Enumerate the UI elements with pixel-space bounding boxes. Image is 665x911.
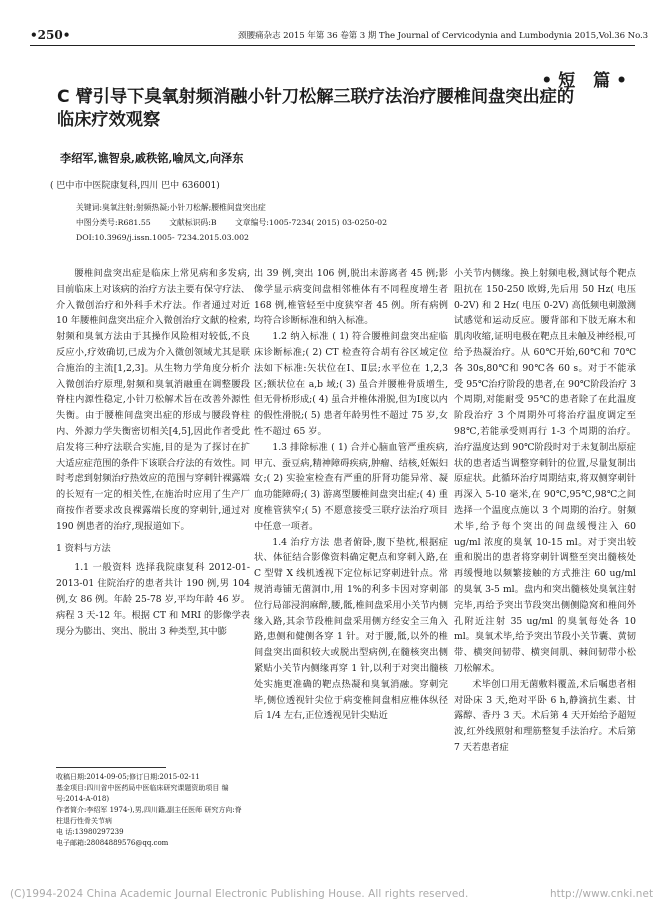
footer-url[interactable]: http://www.cnki.net <box>550 888 654 900</box>
footnote-email: 电子邮箱:28084889576@qq.com <box>56 839 169 847</box>
section-heading: 1 资料与方法 <box>56 542 111 554</box>
doi: DOI:10.3969/j.issn.1005- 7234.2015.03.002 <box>76 233 249 242</box>
article-affiliation: ( 巴中市中医院康复科,四川 巴中 636001) <box>50 181 220 191</box>
subsection-1-4: 1.4 治疗方法 患者俯卧,腹下垫枕,根据症状、体征结合影像资料确定靶点和穿刺入路,在 C 型臂 X 线机透视下定位标记穿刺进针点。常规消毒铺无菌洞巾,用 1%的利多卡因对穿刺部位行局部浸润麻醉,腰,骶,椎间盘采用小关节内侧缘入路,其余节段椎间盘采用侧方经安全三角入路,患侧和健侧各穿 1 针。对于腰,骶,以外的椎间盘突出面积较大或脱出型病例,在髓核突出侧紧贴小关节内侧缘再穿 1 针,以利于对突出髓核处实施更准确的靶点热凝和臭氧消融。穿刺完毕,侧位透视针尖位于病变椎间盘相应椎体纵径后 1/4 左右,正位透视见针尖贴近 <box>254 536 448 722</box>
footnotes <box>56 772 246 849</box>
header-rule <box>30 45 635 46</box>
document-code: 文献标识码:B <box>169 218 217 227</box>
body-column-3 <box>454 266 636 756</box>
copyright-footer <box>10 888 654 900</box>
body-column-1 <box>56 266 250 639</box>
footnote-rule <box>56 767 166 768</box>
subsection-1-2: 1.2 纳入标准 ( 1) 符合腰椎间盘突出症临床诊断标准;( 2) CT 检查符合胡有谷区域定位法如下标准:矢状位在Ⅰ、Ⅱ层;水平位在 1,2,3 区;额状位在 a,b 域;( 3) 虽合并腰椎骨质增生,但无骨桥形成;( 4) 虽合并椎体滑脱,但为Ⅰ度以内的假性滑脱;( 5) 患者年龄男性不超过 75 岁,女性不超过 65 岁。 <box>254 331 448 437</box>
treatment-paragraph: 小关节内侧缘。换上射频电极,测试每个靶点阻抗在 150-250 欧姆,先后用 50 Hz( 电压 0-2V) 和 2 Hz( 电压 0-2V) 高低频电刺激测试感觉和运动反应。腰背部和下肢无麻木和肌肉收缩,证明电极在靶点且未触及神经根,可给予热凝治疗。从 60℃开始,60℃和 70℃各 30s,80℃和 90℃各 60 s。对于不能承受 95℃治疗阶段的患者,在 90℃阶段治疗 3 个周期,对能耐受 95℃的患者除了在此温度阶段治疗 3 个周期外可将治疗温度调定至 98℃,若能承受则再行 1-3 个周期的治疗。治疗温度达到 90℃阶段时对于未复制出原症状的患者适当调整穿刺针的位置,尽量复制出原症状。此循环治疗周期结束,将双侧穿刺针再深入 5-10 毫米,在 90℃,95℃,98℃之间选择一个温度点施以 3 个周期的治疗。射频术毕,给予每个突出的间盘缓慢注入 60 ug/ml 浓度的臭氧 10-15 ml。对于突出较重和脱出的患者将穿刺针调整至突出髓核处再缓慢地以频繁接触的方式推注 60 ug/ml 的臭氧 3-5 ml。盘内和突出髓核处臭氧注射完毕,再给予突出节段突出侧侧隐窝和椎间外孔附近注射 35 ug/ml 的臭氧每处各 10 ml。臭氧术毕,给予突出节段小关节囊、黄韧带、横突间韧带、横突间肌、棘间韧带小松刀松解术。 <box>454 268 636 674</box>
page-number: •250• <box>30 28 71 42</box>
subsection-1-1: 1.1 一般资料 选择我院康复科 2012-01-2013-01 住院治疗的患者共计 190 例,男 104 例,女 86 例。年龄 25-78 岁,平均年龄 46 岁。病程 3 天-12 年。根据 CT 和 MRI 的影像学表现分为膨出、突出、脱出 3 种类型,其中膨 <box>56 562 250 637</box>
copyright-text: (C)1994-2024 China Academic Journal Electronic Publishing House. All rights reserved. <box>10 888 469 900</box>
keywords: 关键词:臭氧注射;射频热凝;小针刀松解;腰椎间盘突出症 <box>76 203 266 212</box>
footnote-phone: 电 话:13980297239 <box>56 828 124 836</box>
continued-paragraph: 出 39 例,突出 106 例,脱出未游离者 45 例;影像学显示病变间盘相邻椎体有不同程度增生者 168 例,椎管轻至中度狭窄者 45 例。所有病例均符合诊断标准和纳入标准。 <box>254 268 448 327</box>
intro-paragraph: 腰椎间盘突出症是临床上常见病和多发病,目前临床上对该病的治疗方法主要有保守疗法、介入微创治疗和外科手术疗法。作者通过对近 10 年腰椎间盘突出症介入微创治疗文献的检索,射频和臭氧方法由于其操作风险相对较低,不良反应小,疗效确切,已成为介入微创领域尤其是联合施治的主流[1,2,3]。从生物力学角度分析介入微创治疗原理,射频和臭氧消融重在调整腰段脊柱内源性稳定,小针刀松解术旨在改善外源性失衡。由于腰椎间盘突出症的形成与腰段脊柱内、外源力学失衡密切相关[4,5],因此作者受此启发将三种疗法联合实施,目的是为了探讨在扩大适应症范围的条件下该联合疗法的有效性。同时考虑到射频治疗热效应的范围与穿刺针裸露端的长短有一定的相关性,在施治时应用了生产厂商按作者要求改良裸露端长度的穿刺针,通过对 190 例患者的治疗,现报道如下。 <box>56 268 250 532</box>
article-authors: 李绍军,谯智泉,戚秩铭,喻凤文,向泽东 <box>60 151 244 165</box>
running-head: 颈腰痛杂志 2015 年第 36 卷第 3 期 The Journal of Cervicodynia and Lumbodynia 2015,Vol.36 No.3 <box>238 31 648 41</box>
subsection-1-3: 1.3 排除标准 ( 1) 合并心脑血管严重疾病,甲亢、蚕豆病,精神障碍疾病,肿瘤、结核,妊娠妇女;( 2) 实验室检查有严重的肝肾功能异常、凝血功能障碍;( 3) 游离型腰椎间盘突出症;( 4) 重度椎管狭窄;( 5) 不愿意接受三联疗法治疗项目中任意一项者。 <box>254 441 448 532</box>
article-meta <box>76 217 403 228</box>
body-column-2 <box>254 266 448 724</box>
footnote-author: 作者简介:李绍军 1974-),男,四川籍,副主任医师 研究方向:脊柱退行性骨关节病 <box>56 806 242 825</box>
footnote-received: 收稿日期:2014-09-05;修订日期:2015-02-11 <box>56 773 200 781</box>
postop-paragraph: 术毕创口用无菌敷料覆盖,术后嘱患者相对卧床 3 天,绝对平卧 6 h,静滴抗生素、甘露醇、香丹 3 天。术后第 4 天开始给予超短波,红外线照射和理筋整复手法治疗。术后第 7 天若患者症 <box>454 678 636 753</box>
section-label: •短 篇• <box>541 71 633 91</box>
footnote-fund: 基金项目:四川省中医药局中医临床研究课题资助项目 编号:2014-A-018) <box>56 784 229 803</box>
article-number: 文章编号:1005-7234( 2015) 03-0250-02 <box>235 218 388 227</box>
clc-number: 中图分类号:R681.55 <box>76 218 151 227</box>
article-title: C 臂引导下臭氧射频消融小针刀松解三联疗法治疗腰椎间盘突出症的临床疗效观察 <box>57 87 575 130</box>
